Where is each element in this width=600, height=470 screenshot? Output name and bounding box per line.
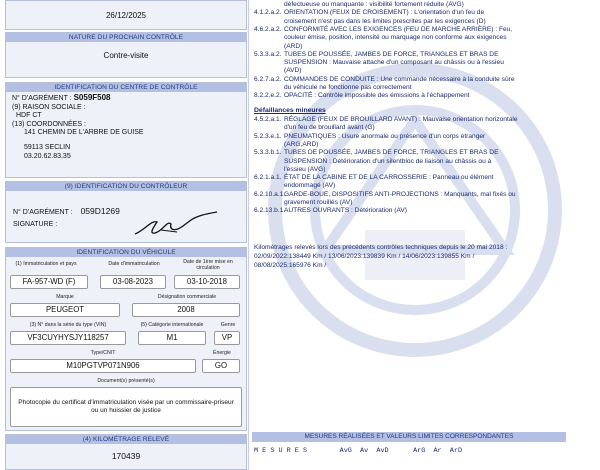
documents-value: Photocopie du certificat d'immatriculation visée par un commissaire-priseur ou un huissier de justice xyxy=(10,387,242,427)
defect-code: 4.5.2.a.1. xyxy=(254,116,282,123)
defect-code: 5.2.3.e.1. xyxy=(254,132,282,140)
defect-line xyxy=(254,199,352,207)
defect-text: l'essieu (AVG) xyxy=(284,165,326,173)
defect-text: GARDE-BOUE, DISPOSITIFS ANTI-PROJECTIONS : Manquants, mal fixés ou xyxy=(284,190,516,198)
defect-text: SUSPENSION : Mauvaise attache d'un composant au châssis ou à l'essieu xyxy=(284,59,504,67)
date-mise-label: Date de 1ère mise en circulation xyxy=(183,259,233,271)
inspection-date: 26/12/2025 xyxy=(105,11,147,20)
centre-header: IDENTIFICATION DU CENTRE DE CONTRÔLE xyxy=(6,83,246,92)
defect-text: gravement rouillés (AV) xyxy=(284,199,353,206)
defect-code: 5.3.3.b.1. xyxy=(254,149,282,157)
defect-line xyxy=(254,18,486,26)
defect-text: du véhicule ne fonctionne pas correctement xyxy=(284,84,412,91)
vehicle-panel xyxy=(5,247,247,431)
defect-line xyxy=(254,43,302,51)
defect-text: couleur émise, position, intensité ou marquage non conforme aux exigences xyxy=(284,34,507,42)
defect-code: 6.2.13.b.1. xyxy=(254,207,286,215)
defect-line xyxy=(254,76,515,84)
controleur-agrement-label: N° D'AGRÉMENT : xyxy=(13,209,73,216)
immat-label: (1) Immatriculation et pays xyxy=(15,261,77,267)
genre-label: Genre xyxy=(220,322,236,328)
energie-value: GO xyxy=(202,359,240,373)
mesures-header: MESURES RÉALISÉES ET VALEURS LIMITES CORRESPONDANTES xyxy=(252,432,566,442)
defect-text: ÉTAT DE LA CABINE ET DE LA CARROSSERIE : Panneau ou élément xyxy=(284,174,494,182)
vin-value: VF3CUYHYSJY118257 xyxy=(10,331,126,345)
defect-line xyxy=(254,1,464,9)
coordonnees-label: (13) COORDONNÉES : xyxy=(12,120,86,128)
type-label: Type/CNIT xyxy=(90,350,116,356)
defect-code: 6.2.7.a.2. xyxy=(254,75,282,83)
centre-agrement-label: N° D'AGRÉMENT : xyxy=(12,95,72,102)
defect-line xyxy=(254,191,516,199)
type-value: M10PGTVP071N906 xyxy=(10,359,196,373)
signature-label: SIGNATURE : xyxy=(13,221,58,228)
categorie-label: (5) Catégorie internationale xyxy=(140,322,204,328)
defect-line xyxy=(254,182,335,190)
defect-text: CONFORMITÉ AVEC LES EXIGENCES (FEU DE MARCHE ARRIÈRE) : Feu, xyxy=(284,25,513,33)
centre-city: 59113 SECLIN xyxy=(24,143,71,151)
defect-text: SUSPENSION : Détérioration d'un silentbloc de liaison au châssis ou à xyxy=(284,157,492,165)
defect-line xyxy=(254,149,498,157)
defect-line xyxy=(254,59,504,67)
defect-line xyxy=(254,92,469,100)
vehicle-header: IDENTIFICATION DU VÉHICULE xyxy=(6,248,246,257)
kilometrage-header: (4) KILOMÉTRAGE RELEVÉ xyxy=(6,435,246,444)
column-divider xyxy=(248,0,249,470)
mesures-row: M E S U R E S AvG Av AvD ArG Ar ArD xyxy=(254,447,463,455)
defect-line xyxy=(254,34,507,42)
controleur-agrement-value: 059D1269 xyxy=(80,206,120,216)
defect-line xyxy=(254,124,375,132)
kilometrage-panel xyxy=(5,434,247,470)
defect-line xyxy=(254,133,485,141)
km-history-line-2: 02/09/2022:138449 Km / 13/06/2023:139839 Km / 14/06/2023:139855 Km / xyxy=(254,253,475,260)
date-immat-value: 03-08-2023 xyxy=(100,275,166,289)
defect-text: (ARD) xyxy=(284,42,303,50)
next-inspection-panel xyxy=(5,32,247,78)
defect-text: endommagé (AV) xyxy=(284,182,336,190)
vin-label: (3) N° dans la série du type (VIN) xyxy=(29,322,107,328)
defect-text: croisement n'est pas dans les limites prescrites par les exigences (D) xyxy=(284,17,486,25)
date-mise-value: 03-10-2018 xyxy=(174,275,240,289)
defect-text: défectueuse ou manquante : visibilité fortement réduite (AVG) xyxy=(284,1,464,8)
defect-text: OPACITÉ : Contrôle impossible des émissions à l'échappement xyxy=(284,92,470,100)
defect-line xyxy=(254,158,491,166)
immat-value: FA-957-WD (F) xyxy=(10,275,88,289)
centre-agrement-value: S059F508 xyxy=(73,93,111,102)
defect-line xyxy=(254,174,494,182)
defect-code: 4.1.2.a.2. xyxy=(254,9,282,17)
defect-text: RÉGLAGE (FEUX DE BROUILLARD AVANT) : Mauvaise orientation horizontale xyxy=(284,116,518,123)
defect-text: (ARG,ARD) xyxy=(284,140,319,148)
controleur-panel xyxy=(5,181,247,243)
designation-label: Désignation commerciale xyxy=(157,294,217,300)
defect-line xyxy=(254,207,407,215)
km-history-line-1: Kilométrages relevés lors des précédents contrôles techniques depuis le 20 mai 2018 : xyxy=(254,244,508,251)
minor-defects-title: Défaillances mineures xyxy=(254,107,326,114)
defect-text: TUBES DE POUSSÉE, JAMBES DE FORCE, TRIANGLES ET BRAS DE xyxy=(284,149,499,157)
genre-value: VP xyxy=(214,331,240,345)
defect-text: TUBES DE POUSSÉE, JAMBES DE FORCE, TRIANGLES ET BRAS DE xyxy=(284,50,499,58)
date-panel xyxy=(5,0,247,30)
controleur-header: (9) IDENTIFICATION DU CONTRÔLEUR xyxy=(6,182,246,191)
defect-line xyxy=(254,9,484,17)
raison-label: (9) RAISON SOCIALE : xyxy=(12,103,86,111)
date-immat-label: Date d'immatriculation xyxy=(108,261,160,267)
centre-address: 141 CHEMIN DE L'ARBRE DE GUISE xyxy=(24,129,144,137)
defect-code: 4.6.2.a.2. xyxy=(254,25,282,33)
marque-label: Marque xyxy=(56,294,74,300)
next-inspection-value: Contre-visite xyxy=(103,51,149,60)
designation-value: 2008 xyxy=(132,303,240,317)
defect-line xyxy=(254,26,512,34)
next-inspection-header: NATURE DU PROCHAIN CONTRÔLE xyxy=(6,33,246,42)
categorie-value: M1 xyxy=(138,331,206,345)
defect-text: AUTRES OUVRANTS : Détérioration (AV) xyxy=(284,207,407,215)
energie-label: Énergie xyxy=(213,350,231,356)
km-history-line-3: 08/08/2025:165976 Km / xyxy=(254,262,327,269)
defect-code: 6.2.1.a.1. xyxy=(254,174,282,182)
defect-code: 5.3.3.a.2. xyxy=(254,50,282,58)
defect-line xyxy=(254,51,498,59)
centre-panel xyxy=(5,82,247,178)
defect-line xyxy=(254,67,301,75)
signature-icon xyxy=(131,206,221,240)
defect-line xyxy=(254,116,518,124)
defect-line xyxy=(254,141,318,149)
defect-text: ORIENTATION (FEUX DE CROISEMENT) : L'orientation d'un feu de xyxy=(284,9,485,17)
centre-phone: 03.20.62.83.35 xyxy=(24,152,71,160)
kilometrage-value: 170439 xyxy=(111,451,141,461)
marque-value: PEUGEOT xyxy=(10,303,120,317)
defect-code: 8.2.2.e.2. xyxy=(254,92,282,100)
defect-text: d'un feu de brouillard avant (G) xyxy=(284,124,375,132)
defect-line xyxy=(254,166,325,174)
raison-value: HDF CT xyxy=(16,112,42,120)
defect-text: (AVD) xyxy=(284,67,302,75)
defect-text: COMMANDES DE CONDUITE : Une commande nécessaire à la conduite sûre xyxy=(284,75,515,83)
defect-code: 6.2.10.a.1. xyxy=(254,190,286,198)
documents-label: Document(s) présenté(s) xyxy=(97,378,155,384)
defect-text: PNEUMATIQUES : Usure anormale ou présence d'un corps étranger xyxy=(284,132,486,140)
